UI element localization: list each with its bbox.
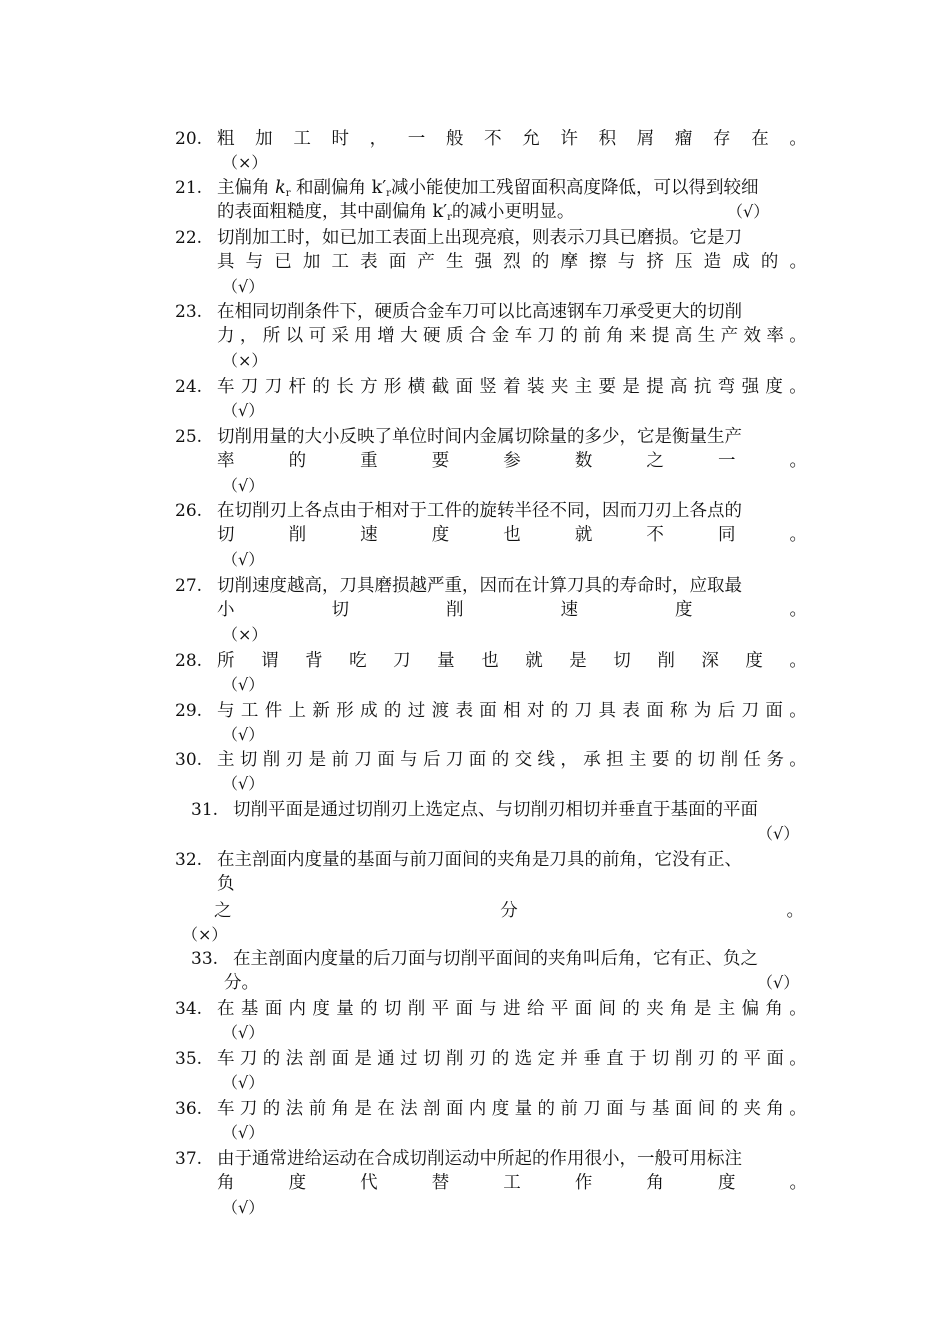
- question-number: 31.: [191, 800, 219, 820]
- question-text: 在 基 面 内 度 量 的 切 削 平 面 与 进 给 平 面 间 的 夹 角 是 主 偏 角 。: [217, 999, 807, 1019]
- question-text: 粗 加 工 时 ， 一 般 不 允 许 积 屑 瘤 存 在 。: [217, 129, 807, 149]
- answer-mark: （√）: [222, 401, 265, 420]
- question-text: 与 工 件 上 新 形 成 的 过 渡 表 面 相 对 的 刀 具 表 面 称 为 后 刀 面 。: [217, 701, 807, 721]
- question-number: 27.: [175, 576, 203, 596]
- question-text: 主 切 削 刃 是 前 刀 面 与 后 刀 面 的 交 线 ， 承 担 主 要 的 切 削 任 务 。: [217, 750, 807, 770]
- answer-mark: （√）: [727, 202, 770, 221]
- question-text-line-1: 在主剖面内度量的后刀面与切削平面间的夹角叫后角，它有正、负之: [233, 949, 758, 969]
- question-number: 28.: [175, 651, 203, 671]
- question-number: 30.: [175, 750, 203, 770]
- question-text-line-2: 角 度 代 替 工 作 角 度 。: [217, 1173, 807, 1193]
- question-text: 所 谓 背 吃 刀 量 也 就 是 切 削 深 度 。: [217, 651, 807, 671]
- question-number: 26.: [175, 501, 203, 521]
- answer-mark: （×）: [222, 351, 268, 370]
- question-number: 32.: [175, 850, 203, 870]
- question-text-line-2: 负: [217, 874, 235, 894]
- question-text-line-1: 切削速度越高，刀具磨损越严重，因而在计算刀具的寿命时，应取最: [217, 576, 742, 596]
- answer-mark: （√）: [222, 1123, 265, 1142]
- question-text-line-2: 具 与 已 加 工 表 面 产 生 强 烈 的 摩 擦 与 挤 压 造 成 的 。: [217, 252, 807, 272]
- answer-mark: （×）: [222, 153, 268, 172]
- answer-mark: （×）: [222, 625, 268, 644]
- question-text-line-1: 切削加工时，如已加工表面上出现亮痕，则表示刀具已磨损。它是刀: [217, 228, 742, 248]
- question-number: 20.: [175, 129, 203, 149]
- answer-mark: （√）: [222, 675, 265, 694]
- question-text-line-2: 分。: [224, 973, 259, 993]
- question-text-line-2: 小 切 削 速 度 。: [217, 600, 807, 620]
- question-text-line-1: 切削用量的大小反映了单位时间内金属切除量的多少，它是衡量生产: [217, 427, 742, 447]
- question-number: 24.: [175, 377, 203, 397]
- question-number: 21.: [175, 178, 203, 198]
- question-text-line-2: 率 的 重 要 参 数 之 一 。: [217, 451, 807, 471]
- question-text-line-1: 在主剖面内度量的基面与前刀面间的夹角是刀具的前角，它没有正、: [217, 850, 742, 870]
- answer-mark: （√）: [222, 774, 265, 793]
- question-text: 车 刀 的 法 剖 面 是 通 过 切 削 刃 的 选 定 并 垂 直 于 切 削 刃 的 平 面 。: [217, 1049, 807, 1069]
- question-text: 切削平面是通过切削刃上选定点、与切削刃相切并垂直于基面的平面: [233, 800, 758, 820]
- answer-mark: （√）: [757, 824, 800, 843]
- question-number: 22.: [175, 228, 203, 248]
- answer-mark: （√）: [222, 476, 265, 495]
- answer-mark: （√）: [222, 1198, 265, 1217]
- question-number: 37.: [175, 1149, 203, 1169]
- answer-mark: （√）: [222, 1023, 265, 1042]
- answer-mark: （×）: [182, 925, 228, 944]
- question-text: 车 刀 刀 杆 的 长 方 形 横 截 面 竖 着 装 夹 主 要 是 提 高 抗 弯 强 度 。: [217, 377, 807, 397]
- question-text-line-2: 的表面粗糙度，其中副偏角 $k'_r$的减小更明显。: [217, 202, 575, 223]
- answer-mark: （√）: [222, 1073, 265, 1092]
- answer-mark: （√）: [222, 550, 265, 569]
- question-number: 29.: [175, 701, 203, 721]
- question-number: 33.: [191, 949, 219, 969]
- question-text: 车 刀 的 法 前 角 是 在 法 剖 面 内 度 量 的 前 刀 面 与 基 面 间 的 夹 角 。: [217, 1099, 807, 1119]
- question-text-line-1: 在相同切削条件下，硬质合金车刀可以比高速钢车刀承受更大的切削: [217, 302, 742, 322]
- question-text-line-1: 由于通常进给运动在合成切削运动中所起的作用很小，一般可用标注: [217, 1149, 742, 1169]
- answer-mark: （√）: [222, 277, 265, 296]
- question-text-line-3: 之 分 。: [214, 901, 804, 921]
- answer-mark: （√）: [222, 725, 265, 744]
- question-number: 23.: [175, 302, 203, 322]
- question-number: 35.: [175, 1049, 203, 1069]
- question-number: 25.: [175, 427, 203, 447]
- question-text-line-1: 在切削刃上各点由于相对于工件的旋转半径不同，因而刀刃上各点的: [217, 501, 742, 521]
- question-number: 34.: [175, 999, 203, 1019]
- question-number: 36.: [175, 1099, 203, 1119]
- answer-mark: （√）: [757, 973, 800, 992]
- question-text-line-1: 主偏角 $k_r$ 和副偏角 $k'_r$减小能使加工残留面积高度降低，可以得到较细: [217, 178, 759, 199]
- question-text-line-2: 切 削 速 度 也 就 不 同 。: [217, 525, 807, 545]
- question-text-line-2: 力 ， 所 以 可 采 用 增 大 硬 质 合 金 车 刀 的 前 角 来 提 高 生 产 效 率 。: [217, 326, 807, 346]
